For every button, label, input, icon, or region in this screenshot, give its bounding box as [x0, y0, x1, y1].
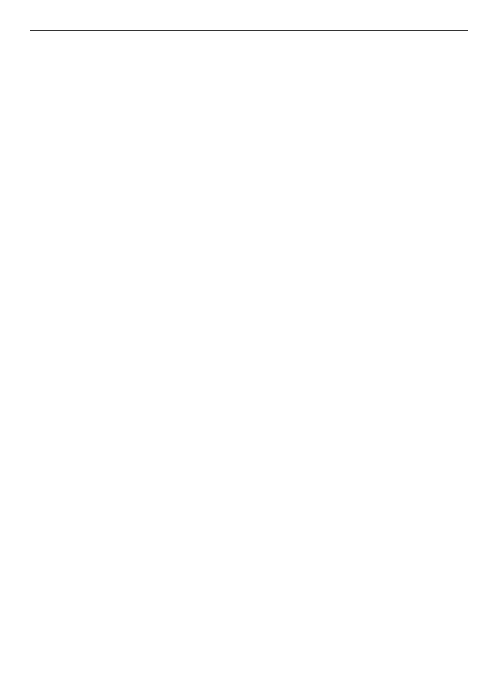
evaluation-table — [30, 30, 468, 31]
